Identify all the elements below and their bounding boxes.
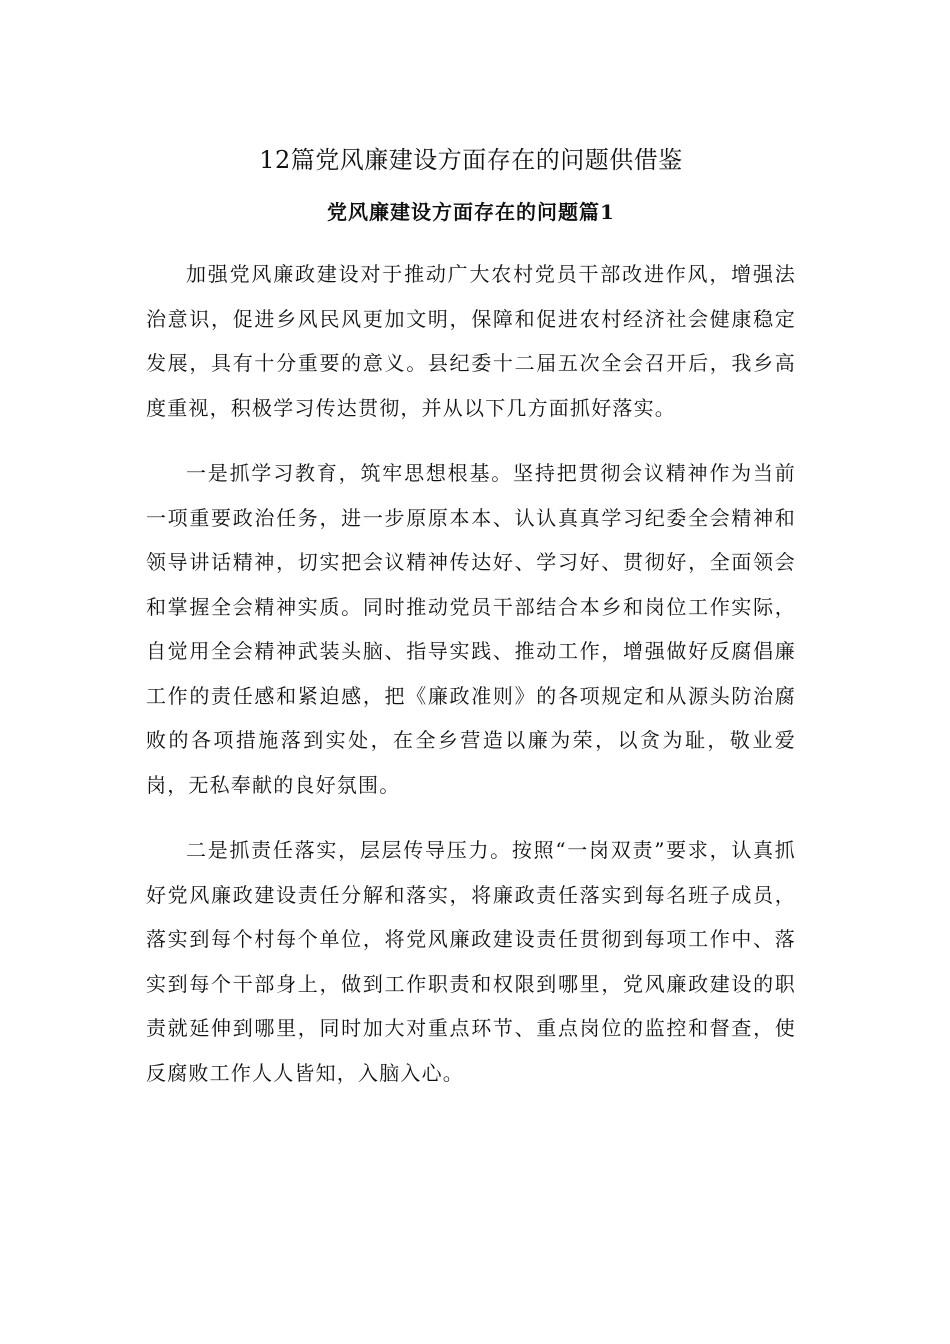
paragraph-3: 二是抓责任落实，层层传导压力。按照“一岗双责”要求，认真抓好党风廉政建设责任分解和落实，将廉政责任落实到每名班子成员，落实到每个村每个单位，将党风廉政建设责任贯彻到每项工作中、落实到每个干部身上，做到工作职责和权限到哪里，党风廉政建设的职责就延伸到哪里，同时加大对重点环节、重点岗位的监控和督查，使反腐败工作人人皆知，入脑入心。 <box>146 838 796 1085</box>
document-body <box>146 140 796 1116</box>
document-title: 12篇党风廉建设方面存在的问题供借鉴 <box>259 146 683 174</box>
paragraph-2: 一是抓学习教育，筑牢思想根基。坚持把贯彻会议精神作为当前一项重要政治任务，进一步原原本本、认认真真学习纪委全会精神和领导讲话精神，切实把会议精神传达好、学习好、贯彻好，全面领会和掌握全会精神实质。同时推动党员干部结合本乡和岗位工作实际，自觉用全会精神武装头脑、指导实践、推动工作，增强做好反腐倡廉工作的责任感和紧迫感，把《廉政准则》的各项规定和从源头防治腐败的各项措施落到实处，在全乡营造以廉为荣，以贪为耻，敬业爱岗，无私奉献的良好氛围。 <box>146 461 796 797</box>
paragraph-1: 加强党风廉政建设对于推动广大农村党员干部改进作风，增强法治意识，促进乡风民风更加文明，保障和促进农村经济社会健康稳定发展，具有十分重要的意义。县纪委十二届五次全会召开后，我乡高度重视，积极学习传达贯彻，并从以下几方面抓好落实。 <box>146 262 796 420</box>
section-title: 党风廉建设方面存在的问题篇1 <box>327 200 615 224</box>
